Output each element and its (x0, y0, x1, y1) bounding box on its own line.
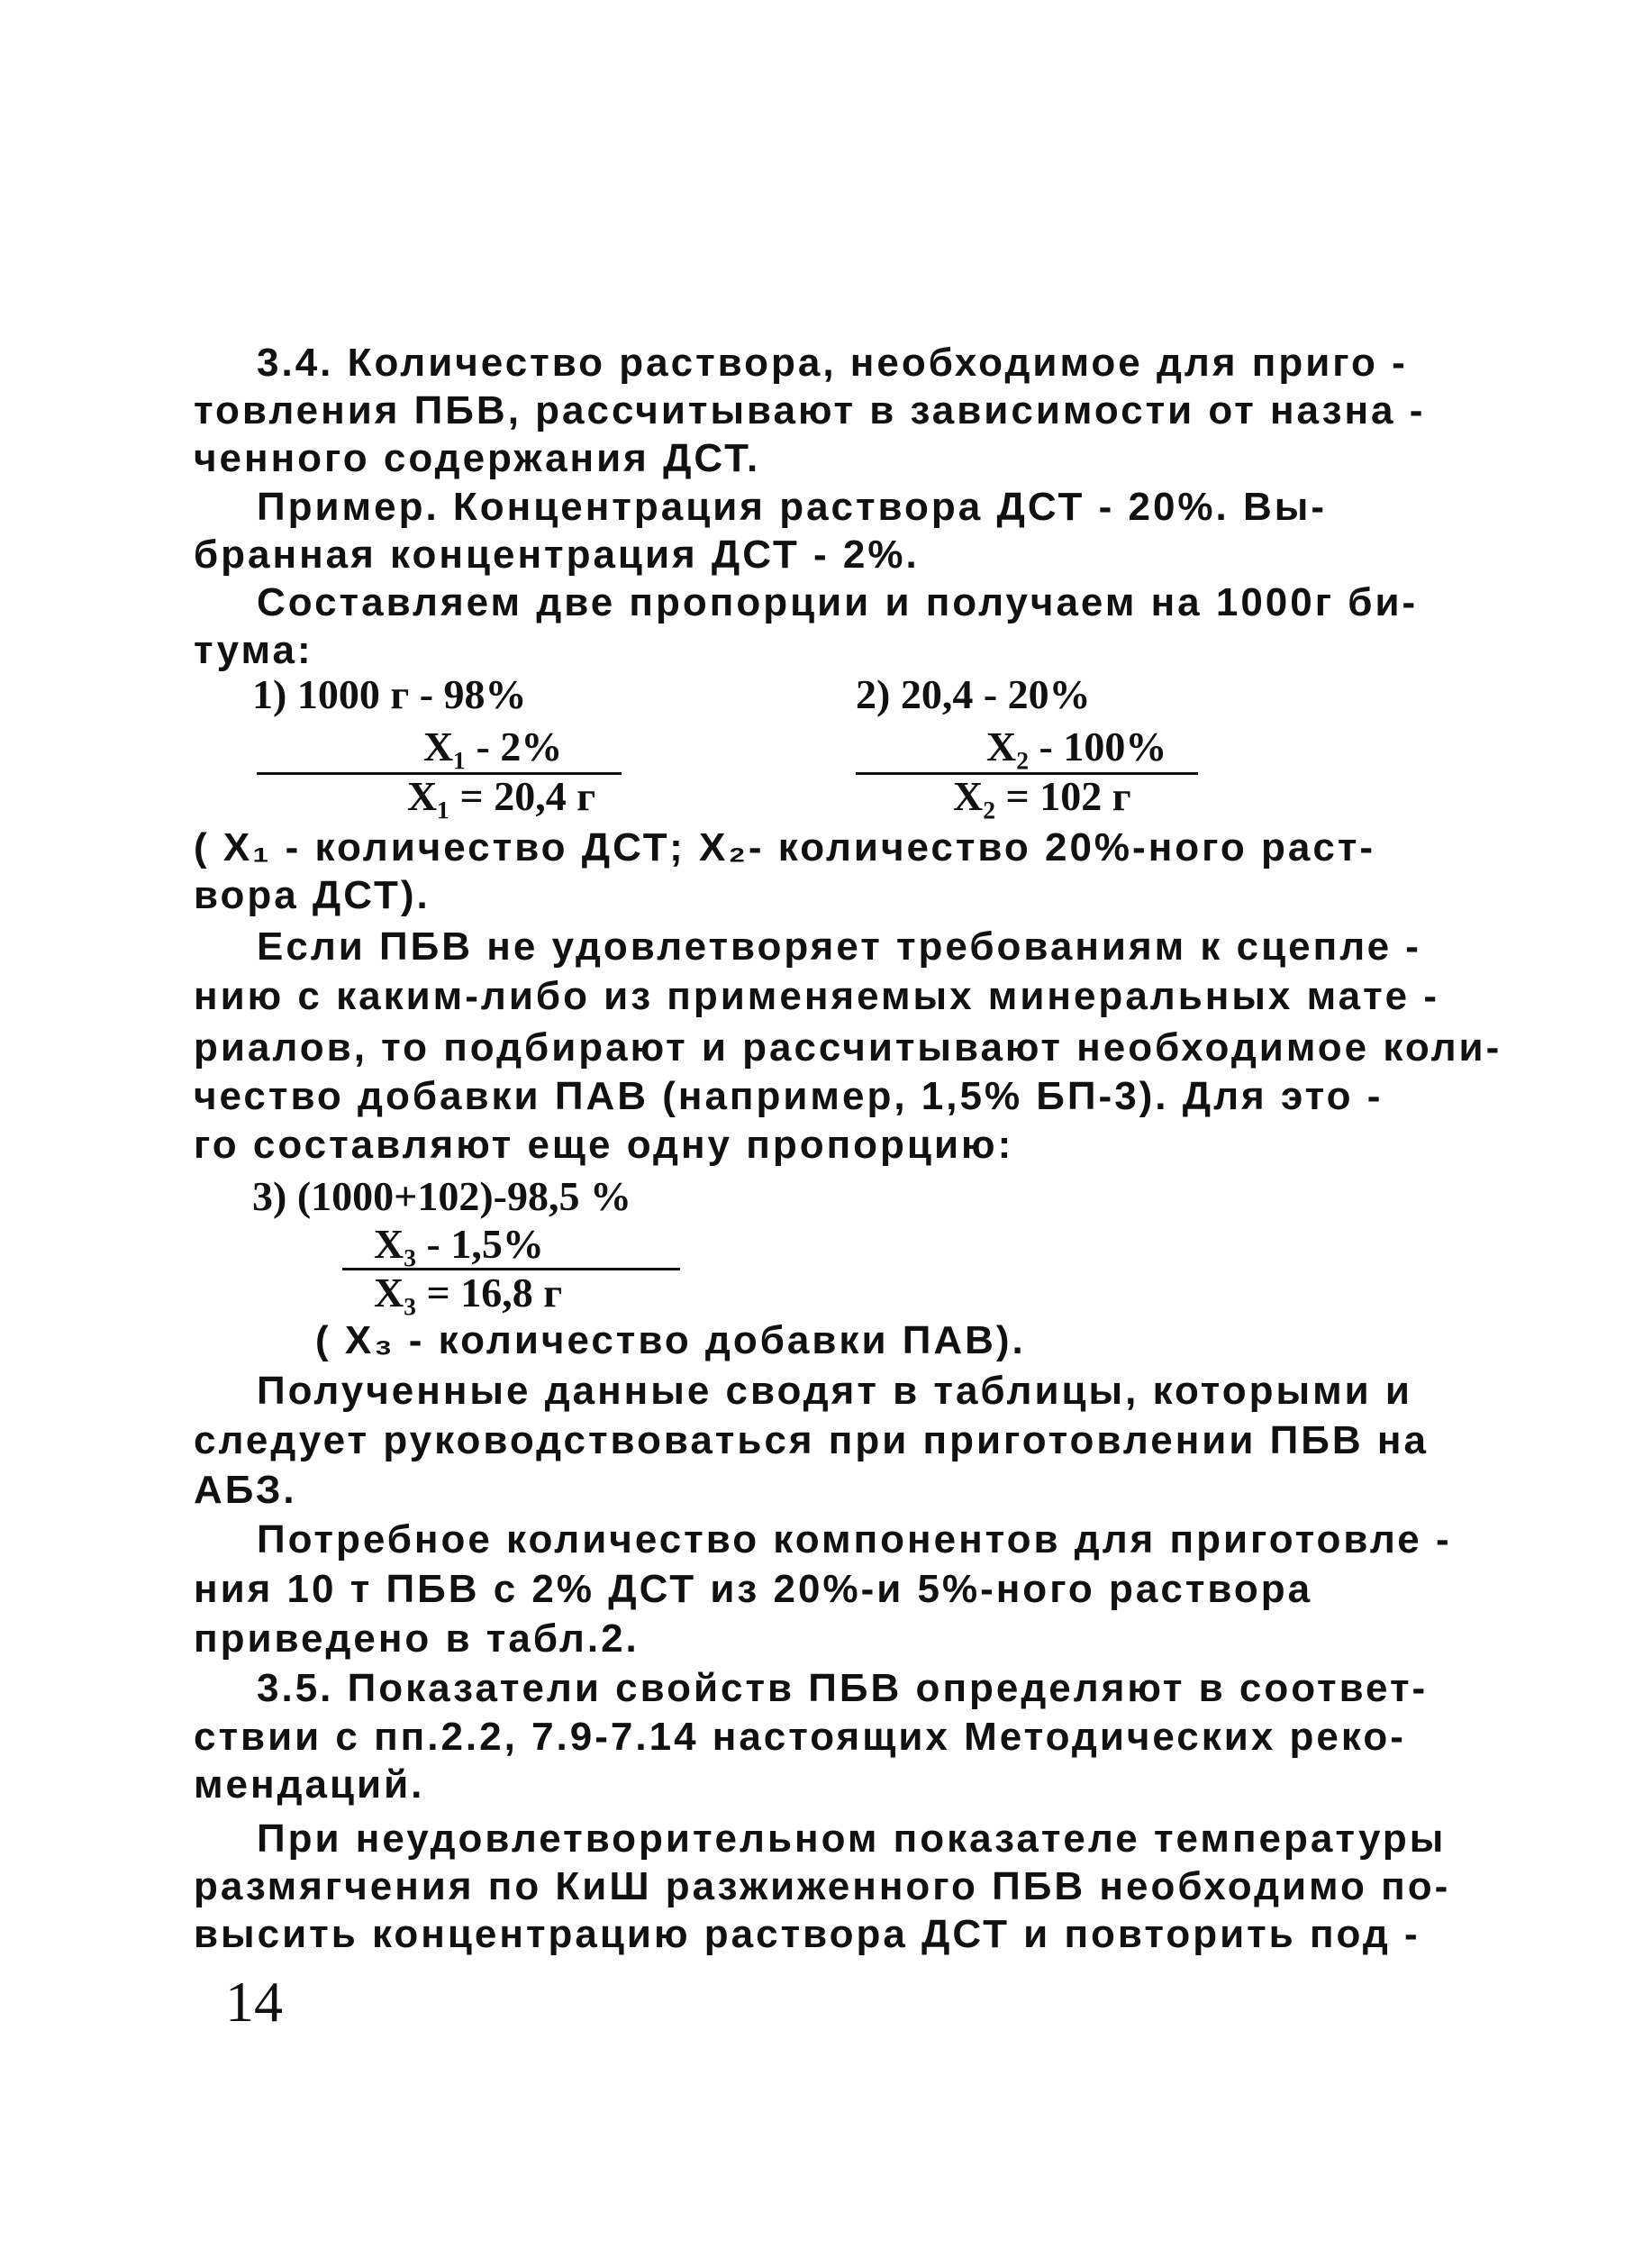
text-line: размягчения по КиШ разжиженного ПБВ необходимо по- (194, 1864, 1451, 1908)
text-line: чество добавки ПАВ (например, 1,5% БП-3). Для это - (194, 1074, 1384, 1118)
text-line: мендаций. (194, 1762, 425, 1807)
text-line: товления ПБВ, рассчитывают в зависимости от назна - (194, 388, 1426, 432)
proportion-1-row-1: 1) 1000 г - 98% (252, 671, 527, 717)
text-line: ченного содержания ДСТ. (194, 436, 761, 480)
page-number: 14 (225, 1970, 283, 2034)
text-line: При неудовлетворительном показателе температуры (257, 1816, 1447, 1861)
text-line: вора ДСТ). (194, 873, 431, 917)
proportion-1-row-3: X₁ = 20,4 г (407, 773, 596, 819)
text-line: Пример. Концентрация раствора ДСТ - 20%. Вы- (257, 485, 1327, 529)
proportion-2-row-2: X₂ - 100% (986, 724, 1167, 769)
proportion-1-row-2: X₁ - 2% (423, 724, 563, 769)
text-line: 3.5. Показатели свойств ПБВ определяют в соответ- (257, 1666, 1429, 1710)
text-line: Составляем две пропорции и получаем на 1000г би- (257, 580, 1419, 624)
proportion-3-row-1: 3) (1000+102)-98,5 % (252, 1173, 631, 1219)
text-line: го составляют еще одну пропорцию: (194, 1123, 1014, 1167)
text-line: приведено в табл.2. (194, 1616, 640, 1661)
text-line: Полученные данные сводят в таблицы, которыми и (257, 1369, 1412, 1413)
text-line: ния 10 т ПБВ с 2% ДСТ из 20%-и 5%-ного раствора (194, 1567, 1313, 1611)
text-line: высить концентрацию раствора ДСТ и повторить под - (194, 1912, 1421, 1956)
proportion-2-row-1: 2) 20,4 - 20% (856, 671, 1091, 717)
text-line: АБЗ. (194, 1468, 297, 1512)
text-line: ( X₁ - количество ДСТ; X₂- количество 20%-ного раст- (194, 825, 1376, 869)
proportion-3-row-3: X₃ = 16,8 г (374, 1270, 563, 1316)
text-line: 3.4. Количество раствора, необходимое для приго - (257, 341, 1408, 385)
text-line: тума: (194, 628, 313, 672)
text-line: нию с каким-либо из применяемых минеральных мате - (194, 974, 1439, 1018)
proportion-3-row-2: X₃ - 1,5% (374, 1221, 544, 1267)
text-line: ствии с пп.2.2, 7.9-7.14 настоящих Методических реко- (194, 1715, 1406, 1759)
text-line: бранная концентрация ДСТ - 2%. (194, 533, 920, 577)
proportion-2-row-3: X₂ = 102 г (953, 773, 1131, 819)
text-line: Если ПБВ не удовлетворяет требованиям к сцепле - (257, 924, 1421, 969)
text-line: ( X₃ - количество добавки ПАВ). (315, 1318, 1026, 1362)
text-line: риалов, то подбирают и рассчитывают необходимое коли- (194, 1025, 1502, 1070)
text-line: следует руководствоваться при приготовлении ПБВ на (194, 1418, 1429, 1462)
text-line: Потребное количество компонентов для приготовле - (257, 1517, 1452, 1561)
